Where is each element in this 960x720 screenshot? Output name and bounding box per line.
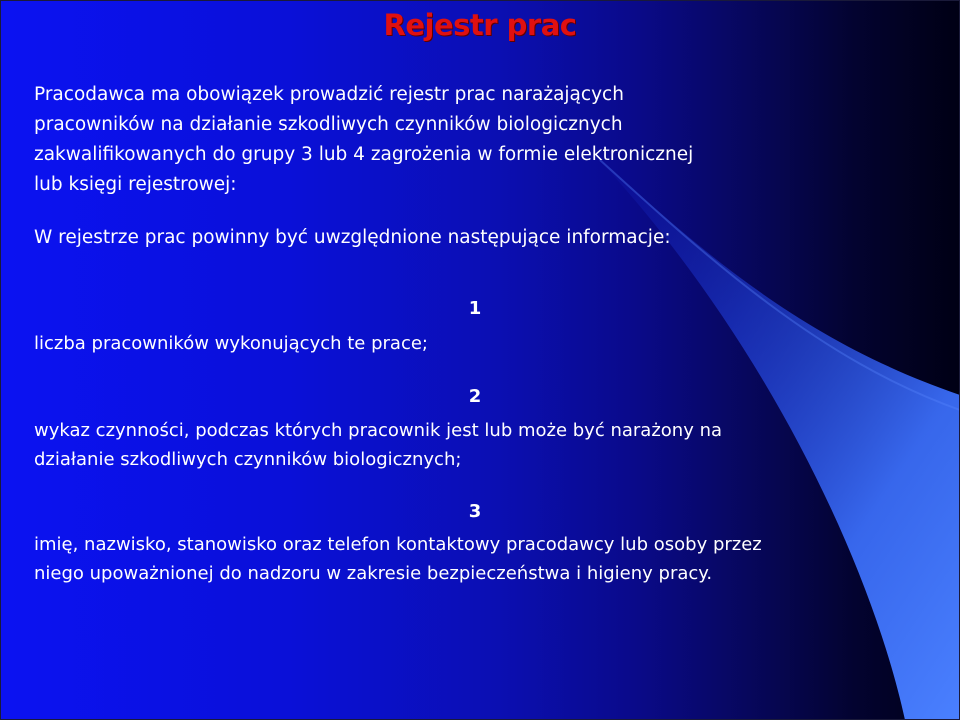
item-line: niego upoważnionej do nadzoru w zakresie bezpieczeństwa i higieny pracy. <box>34 563 713 584</box>
item-number-1: 1 <box>468 298 482 319</box>
intro-paragraph <box>34 80 934 200</box>
page-title: Rejestr prac <box>383 8 577 42</box>
list-item-2 <box>34 416 934 474</box>
item-line: imię, nazwisko, stanowisko oraz telefon kontaktowy pracodawcy lub osoby przez <box>34 534 762 555</box>
list-item-1 <box>34 329 934 358</box>
item-line: wykaz czynności, podczas których pracownik jest lub może być narażony na <box>34 420 723 441</box>
intro-line: Pracodawca ma obowiązek prowadzić rejestr prac narażających <box>34 84 624 105</box>
list-item-3 <box>34 530 934 588</box>
intro-line: zakwalifikowanych do grupy 3 lub 4 zagrożenia w formie elektronicznej <box>34 144 694 165</box>
item-number-2: 2 <box>468 386 482 407</box>
intro-line: lub księgi rejestrowej: <box>34 174 237 195</box>
item-number-3: 3 <box>468 501 482 522</box>
item-line: liczba pracowników wykonujących te prace; <box>34 333 428 354</box>
item-line: działanie szkodliwych czynników biologicznych; <box>34 449 462 470</box>
lead-sentence: W rejestrze prac powinny być uwzględnione następujące informacje: <box>34 227 671 248</box>
intro-line: pracowników na działanie szkodliwych czynników biologicznych <box>34 114 623 135</box>
